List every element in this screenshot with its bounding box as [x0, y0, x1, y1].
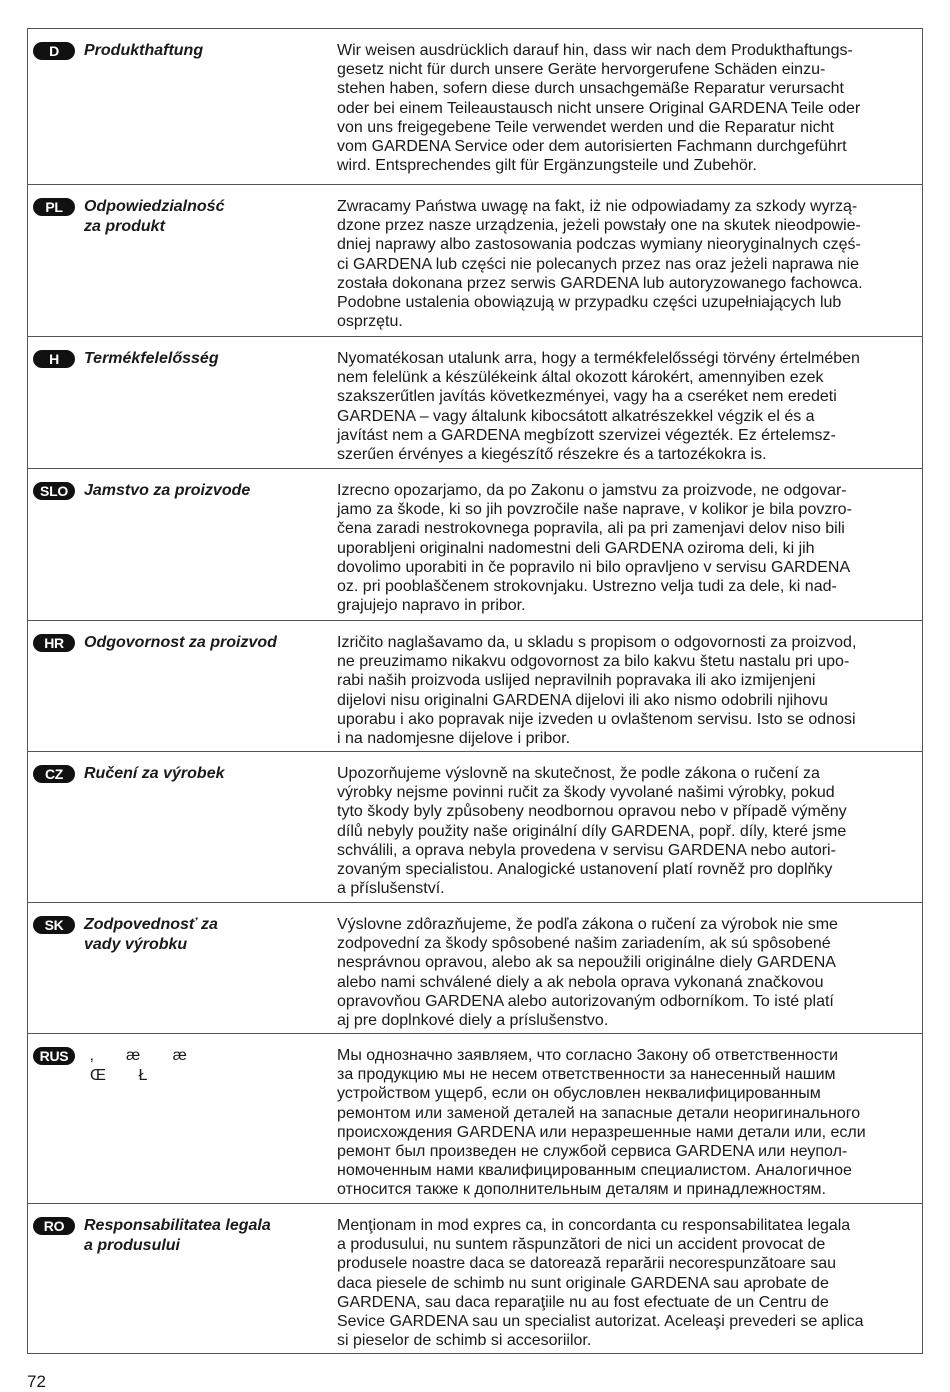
section-text: Izričito naglašavamo da, u skladu s propisom o odgovornosti za proizvod, ne preuzimamo nikakvu odgovornost za bilo kakvu štetu nastalu pri upo- rabi naših proizvoda uslijed nepravilnih popravaka ili ako izmijenjeni dijelovi nisu originalni GARDENA dijelovi ili ako nismo odobrili njihovu uporabu i ako popravak nije izveden u ovlaštenom servisu. Isto se odnosi i na nadomjesne dijelove i pribor.: [337, 634, 857, 748]
language-badge: RUS: [33, 1047, 75, 1065]
section-heading: Produkthaftung: [84, 42, 204, 59]
language-badge: RO: [33, 1217, 75, 1235]
language-badge: HR: [33, 634, 75, 652]
language-badge: SK: [33, 916, 75, 934]
language-badge: SLO: [33, 482, 75, 500]
language-badge: D: [33, 42, 75, 60]
section-hr: [28, 620, 922, 751]
section-rus: [28, 1033, 922, 1203]
section-heading: Odgovornost za proizvod: [84, 634, 277, 651]
section-heading: Odpowiedzialność za produkt: [84, 198, 225, 235]
section-text: Nyomatékosan utalunk arra, hogy a termékfelelősségi törvény értelmében nem felelünk a készülékeink által okozott károkért, amennyiben ezek szakszerűtlen javítás következményei, vagy ha a cseréket nem eredeti GARDENA – vagy általunk kibocsátott alkatrészekkel végzik el és a javítást nem a GARDENA megbízott szervizei végezték. Ez értelemsz- szerűen érvényes a kiegészítő részekre és a tartozékokra is.: [337, 350, 860, 464]
section-text: Мы однозначно заявляем, что согласно Закону об ответственности за продукцию мы не несем ответственности за нанесенный нашим устройством ущерб, если он обусловлен неквалифицированным ремонтом или заменой деталей на запасные детали неоригинального происхождения GARDENA или неразрешенные нами детали или, если ремонт был произведен не службой сервиса GARDENA или неупол- номоченным нами квалифицированным специалистом. Аналогичное относится также к дополнительным деталям и принадлежностям.: [337, 1047, 866, 1199]
language-badge: CZ: [33, 765, 75, 783]
section-text: Menţionam in mod expres ca, in concordanta cu responsabilitatea legala a produsului, nu suntem răspunzători de nici un accident provocat de produsele noastre daca se datorează reparării necorespunzătoare sau daca piesele de schimb nu sunt originale GARDENA sau aprobate de GARDENA, sau daca reparaţiile nu au fost efectuate de un Centru de Sevice GARDENA sau un specialist autorizat. Aceleaşi prevederi se aplica si pieselor de schimb si accesoriilor.: [337, 1217, 864, 1350]
section-sk: [28, 902, 922, 1033]
liability-table: [27, 28, 923, 1354]
language-badge: PL: [33, 198, 75, 216]
section-text: Wir weisen ausdrücklich darauf hin, dass wir nach dem Produkthaftungs- gesetz nicht für durch unsere Geräte hervorgerufene Schäden einzu- stehen haben, sofern diese durch unsachgemäße Reparatur verursacht oder bei einem Teileaustausch nicht unsere Original GARDENA Teile oder von uns freigegebene Teile verwendet werden und die Reparatur nicht vom GARDENA Service oder dem autorisierten Fachmann durchgeführt wird. Entsprechendes gilt für Ergänzungsteile und Zubehör.: [337, 42, 861, 175]
section-cz: [28, 751, 922, 902]
page-number: 72: [27, 1372, 46, 1391]
section-slo: [28, 468, 922, 620]
section-text: Zwracamy Państwa uwagę na fakt, iż nie odpowiadamy za szkody wyrzą- dzone przez nasze urządzenia, jeżeli powstały one na skutek nieodpowie- dniej naprawy albo zastosowania podczas wymiany nieoryginalnych częś- ci GARDENA lub części nie polecanych przez nas oraz jeżeli naprawa nie została dokonana przez serwis GARDENA lub autoryzowanego fachowca. Podobne ustalenia obowiązują w przypadku części uzupełniających lub osprzętu.: [337, 198, 863, 331]
section-heading: Zodpovednosť za vady výrobku: [84, 916, 218, 953]
section-text: Upozorňujeme výslovně na skutečnost, že podle zákona o ručení za výrobky nejsme povinni ručit za škody vyvolané našimi výrobky, pokud tyto škody byly způsobeny neodbornou opravou nebo v případě výměny dílů nebyly použity naše originální díly GARDENA, popř. díly, které jsme schválili, a oprava nebyla provedena v servisu GARDENA nebo autori- zovaným specialistou. Analogické ustanovení platí rovněž pro doplňky a příslušenství.: [337, 765, 847, 898]
section-pl: [28, 184, 922, 336]
section-text: Výslovne zdôrazňujeme, že podľa zákona o ručení za výrobok nie sme zodpovední za škody spôsobené našim zariadením, ak sú spôsobené nesprávnou opravou, alebo ak sa nepoužili originálne diely GARDENA alebo nami schválené diely a ak nebola oprava vykonaná značkovou opravovňou GARDENA alebo autorizovaným odborníkom. To isté platí aj pre doplnkové diely a príslušenstvo.: [337, 916, 838, 1030]
section-h: [28, 336, 922, 468]
language-badge: H: [33, 350, 75, 368]
section-heading: Ručení za výrobek: [84, 765, 225, 782]
section-text: Izrecno opozarjamo, da po Zakonu o jamstvu za proizvode, ne odgovar- jamo za škode, ki so jih povzročile naše naprave, v kolikor je bila povzro- čena zaradi nestrokovnega popravila, ali pa pri zamenjavi delov niso bili uporabljeni originalni nadomestni deli GARDENA oziroma deli, ki jih dovolimo uporabiti in če popravilo ni bilo opravljeno v servisu GARDENA oz. pri pooblaščenem strokovnjaku. Ustrezno velja tudi za dele, ki nad- grajujejo napravo in pribor.: [337, 482, 852, 615]
section-heading: Jamstvo za proizvode: [84, 482, 251, 499]
section-ro: [28, 1203, 922, 1353]
section-heading: Termékfelelősség: [84, 350, 219, 367]
section-heading: Responsabilitatea legala a produsului: [84, 1217, 271, 1254]
section-heading: ‚ æ æ Œ Ł: [90, 1047, 187, 1084]
section-de: [28, 29, 922, 184]
